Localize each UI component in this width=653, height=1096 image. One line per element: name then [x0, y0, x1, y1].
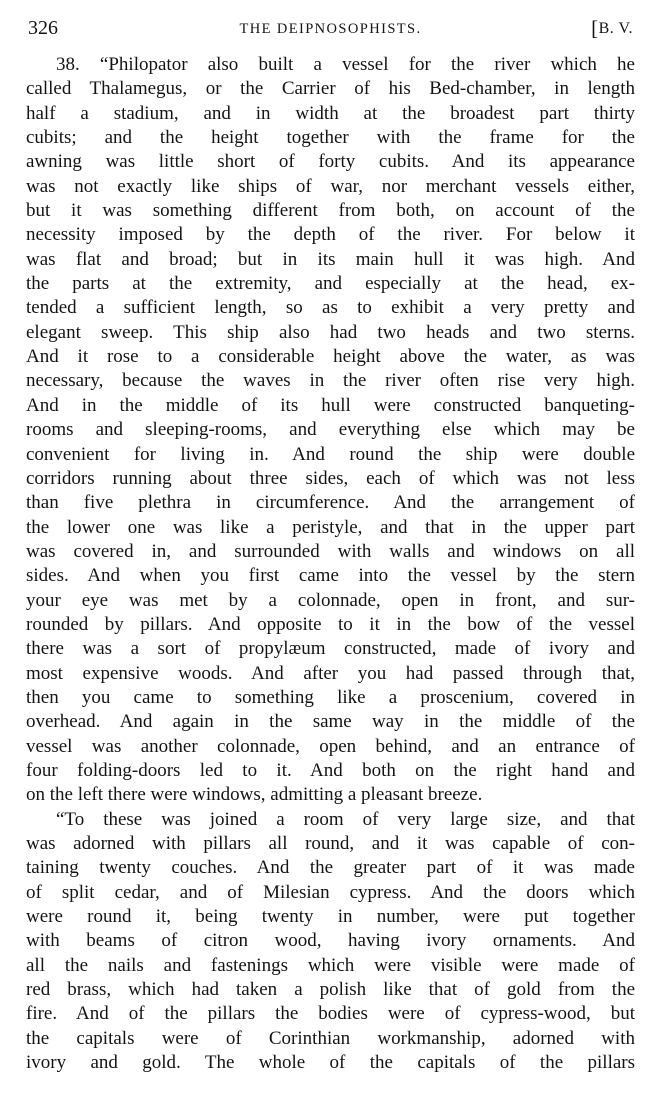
text-line: then you came to something like a proscenium, covered in	[26, 686, 635, 708]
text-line: all the nails and fastenings which were visible were made of	[26, 954, 635, 976]
text-line: tended a sufficient length, so as to exhibit a very pretty and	[26, 297, 635, 319]
text-line: on the left there were windows, admitting a pleasant breeze.	[26, 784, 483, 806]
text-line: rooms and sleeping-rooms, and everything else which may be	[26, 419, 635, 441]
text-line: 38. “Philopator also built a vessel for the river which he	[56, 54, 635, 75]
text-line: the parts at the extremity, and especially at the head, ex-	[26, 273, 635, 295]
text-line: rounded by pillars. And opposite to it in the bow of the vessel	[26, 613, 635, 635]
text-line: called Thalamegus, or the Carrier of his Bed-chamber, in length	[26, 78, 635, 100]
text-line: “To these was joined a room of very large size, and that	[56, 808, 635, 830]
text-body	[26, 53, 635, 1075]
text-line: but it was something different from both, on account of the	[26, 200, 635, 222]
text-line: And it rose to a considerable height above the water, as was	[26, 346, 635, 368]
text-line: cubits; and the height together with the frame for the	[26, 127, 635, 149]
text-line: elegant sweep. This ship also had two heads and two sterns.	[26, 321, 635, 343]
paragraph-room	[26, 808, 635, 1076]
text-line: there was a sort of propylæum constructed, made of ivory and	[26, 638, 635, 660]
text-line: necessity imposed by the depth of the river. For below it	[26, 224, 635, 246]
text-line: vessel was another colonnade, open behind, and an entrance of	[26, 735, 635, 757]
text-line: And in the middle of its hull were constructed banqueting-	[26, 394, 635, 416]
running-head	[26, 16, 635, 46]
text-line: were round it, being twenty in number, were put together	[26, 906, 635, 928]
text-line: the lower one was like a peristyle, and that in the upper part	[26, 516, 635, 538]
book-reference	[591, 16, 633, 41]
page-number: 326	[28, 17, 58, 39]
text-line: was adorned with pillars all round, and it was capable of con-	[26, 833, 635, 854]
text-line: four folding-doors led to it. And both on the right hand and	[26, 759, 635, 781]
paragraph-38	[26, 53, 635, 808]
text-line: ivory and gold. The whole of the capitals of the pillars	[26, 1052, 635, 1074]
text-line: overhead. And again in the same way in the middle of the	[26, 711, 635, 733]
text-line: with beams of citron wood, having ivory ornaments. And	[26, 930, 635, 952]
text-line: convenient for living in. And round the ship were double	[26, 443, 635, 465]
text-line: of split cedar, and of Milesian cypress. And the doors which	[26, 881, 635, 903]
text-line: was covered in, and surrounded with walls and windows on all	[26, 540, 635, 562]
book-reference-label: B. V.	[598, 20, 633, 37]
text-line: red brass, which had taken a polish like that of gold from the	[26, 979, 635, 1001]
text-line: fire. And of the pillars the bodies were of cypress-wood, but	[26, 1003, 635, 1025]
text-line: taining twenty couches. And the greater part of it was made	[26, 857, 635, 879]
text-line: sides. And when you first came into the vessel by the stern	[26, 565, 635, 587]
text-line: your eye was met by a colonnade, open in front, and sur-	[26, 589, 635, 611]
text-line: necessary, because the waves in the river often rise very high.	[26, 370, 635, 392]
text-line: was flat and broad; but in its main hull it was high. And	[26, 248, 635, 270]
text-line: was not exactly like ships of war, nor merchant vessels either,	[26, 175, 635, 197]
running-title: THE DEIPNOSOPHISTS.	[239, 21, 422, 37]
text-line: the capitals were of Corinthian workmanship, adorned with	[26, 1027, 635, 1049]
text-line: half a stadium, and in width at the broadest part thirty	[26, 102, 635, 124]
text-line: most expensive woods. And after you had passed through that,	[26, 662, 635, 684]
text-line: than five plethra in circumference. And the arrangement of	[26, 492, 635, 514]
book-reference-bracket: [	[591, 16, 599, 40]
text-line: corridors running about three sides, each of which was not less	[26, 467, 635, 489]
text-line: awning was little short of forty cubits. And its appearance	[26, 151, 635, 173]
